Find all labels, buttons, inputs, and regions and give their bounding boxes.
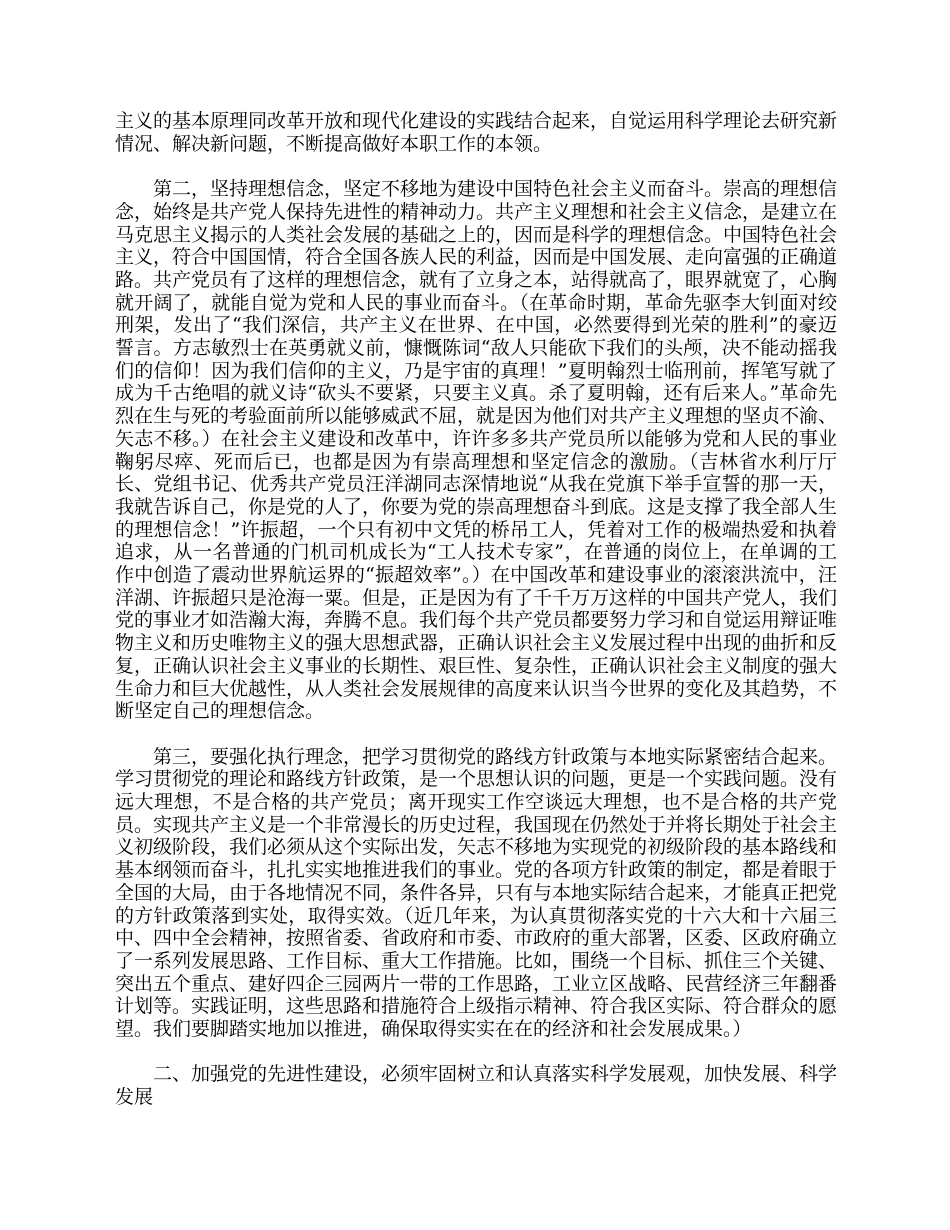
document-body — [115, 110, 837, 1132]
paragraph-continuation: 主义的基本原理同改革开放和现代化建设的实践结合起来，自觉运用科学理论去研究新情况、解决新问题，不断提高做好本职工作的本领。 — [115, 110, 838, 155]
paragraph-third-point: 第三，要强化执行理念，把学习贯彻党的路线方针政策与本地实际紧密结合起来。学习贯彻党的理论和路线方针政策，是一个思想认识的问题，更是一个实践问题。没有远大理想，不是合格的共产党员；离开现实工作空谈远大理想，也不是合格的共产党员。实现共产主义是一个非常漫长的历史过程，我国现在仍然处于并将长期处于社会主义初级阶段，我们必须从这个实际出发，矢志不移地为实现党的初级阶段的基本路线和基本纲领而奋斗，扎扎实实地推进我们的事业。党的各项方针政策的制定，都是着眼于全国的大局，由于各地情况不同，条件各异，只有与本地实际结合起来，才能真正把党的方针政策落到实处，取得实效。（近几年来，为认真贯彻落实党的十六大和十六届三中、四中全会精神，按照省委、省政府和市委、市政府的重大部署，区委、区政府确立了一系列发展思路、工作目标、重大工作措施。比如，围绕一个目标、抓住三个关键、突出五个重点、建好四企三园两片一带的工作思路，工业立区战略、民营经济三年翻番计划等。实践证明，这些思路和措施符合上级指示精神、符合我区实际、符合群众的愿望。我们要脚踏实地加以推进，确保取得实实在在的经济和社会发展成果。） — [115, 745, 838, 1041]
section-heading-two: 二、加强党的先进性建设，必须牢固树立和认真落实科学发展观，加快发展、科学发展 — [115, 1063, 838, 1109]
paragraph-second-point: 第二，坚持理想信念，坚定不移地为建设中国特色社会主义而奋斗。崇高的理想信念，始终是共产党人保持先进性的精神动力。共产主义理想和社会主义信念，是建立在马克思主义揭示的人类社会发展的基础之上的，因而是科学的理想信念。中国特色社会主义，符合中国国情，符合全国各族人民的利益，因而是中国发展、走向富强的正确道路。共产党员有了这样的理想信念，就有了立身之本，站得就高了，眼界就宽了，心胸就开阔了，就能自觉为党和人民的事业而奋斗。（在革命时期，革命先驱李大钊面对绞刑架，发出了“我们深信，共产主义在世界、在中国，必然要得到光荣的胜利”的豪迈誓言。方志敏烈士在英勇就义前，慷慨陈词“敌人只能砍下我们的头颅，决不能动摇我们的信仰！因为我们信仰的主义，乃是宇宙的真理！”夏明翰烈士临刑前，挥笔写就了成为千古绝唱的就义诗“砍头不要紧，只要主义真。杀了夏明翰，还有后来人。”革命先烈在生与死的考验面前所以能够威武不屈，就是因为他们对共产主义理想的坚贞不渝、矢志不移。）在社会主义建设和改革中，许许多多共产党员所以能够为党和人民的事业鞠躬尽瘁、死而后已，也都是因为有崇高理想和坚定信念的激励。（吉林省水利厅厅长、党组书记、优秀共产党员汪洋湖同志深情地说“从我在党旗下举手宣誓的那一天，我就告诉自己，你是党的人了，你要为党的崇高理想奋斗到底。这是支撑了我全部人生的理想信念！”许振超，一个只有初中文凭的桥吊工人，凭着对工作的极端热爱和执着追求，从一名普通的门机司机成长为“工人技术专家”，在普通的岗位上，在单调的工作中创造了震动世界航运界的“振超效率”。）在中国改革和建设事业的滚滚洪流中，汪洋湖、许振超只是沧海一粟。但是，正是因为有了千千万万这样的中国共产党人，我们党的事业才如浩瀚大海，奔腾不息。我们每个共产党员都要努力学习和自觉运用辩证唯物主义和历史唯物主义的强大思想武器，正确认识社会主义发展过程中出现的曲折和反复，正确认识社会主义事业的长期性、艰巨性、复杂性，正确认识社会主义制度的强大生命力和巨大优越性，从人类社会发展规律的高度来认识当今世界的变化及其趋势，不断坚定自己的理想信念。 — [115, 178, 838, 723]
